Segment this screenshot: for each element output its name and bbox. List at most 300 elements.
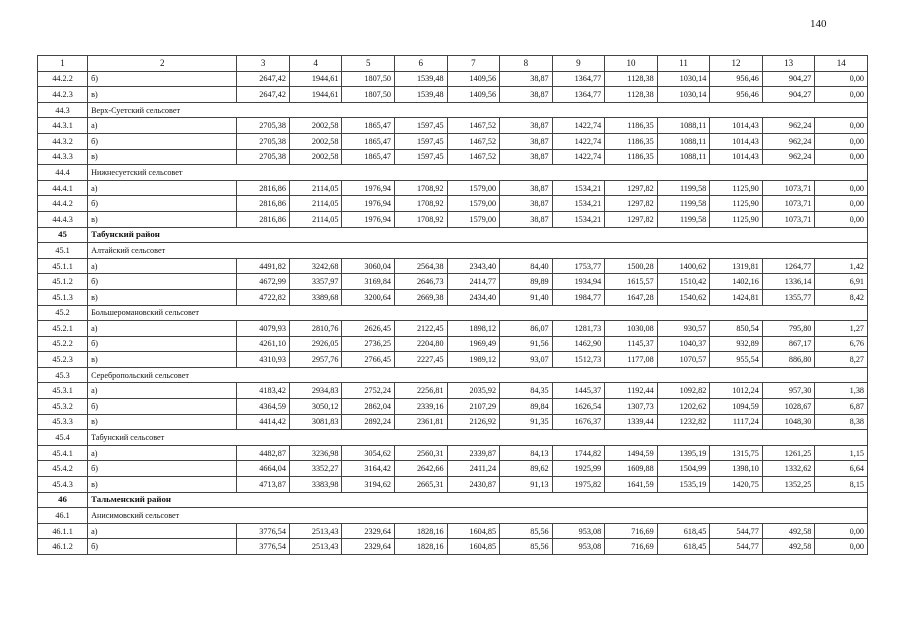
value-cell: 2002,58 [289,118,342,134]
table-row [38,523,868,539]
value-cell: 1040,37 [657,336,710,352]
value-cell: 716,69 [605,523,658,539]
value-cell: 2411,24 [447,461,500,477]
value-cell: 38,87 [500,71,553,87]
value-cell: 1989,12 [447,352,500,368]
table-row [38,414,868,430]
value-cell: 1944,61 [289,71,342,87]
row-label: б) [88,196,237,212]
row-code: 45.1.1 [38,258,88,274]
value-cell: 2816,86 [237,196,290,212]
value-cell: 1422,74 [552,133,605,149]
value-cell: 3383,98 [289,477,342,493]
value-cell: 84,35 [500,383,553,399]
value-cell: 4414,42 [237,414,290,430]
value-cell: 2705,38 [237,118,290,134]
value-cell: 4664,04 [237,461,290,477]
value-cell: 2736,25 [342,336,395,352]
value-cell: 1539,48 [395,87,448,103]
column-header: 10 [605,56,658,72]
value-cell: 1494,59 [605,445,658,461]
value-cell: 618,45 [657,523,710,539]
value-cell: 2204,80 [395,336,448,352]
section-row [38,430,868,446]
value-cell: 2339,16 [395,399,448,415]
page-number: 140 [810,18,827,30]
table-row [38,211,868,227]
row-label: а) [88,445,237,461]
value-cell: 0,00 [815,87,868,103]
value-cell: 6,76 [815,336,868,352]
value-cell: 1445,37 [552,383,605,399]
value-cell: 1597,45 [395,118,448,134]
value-cell: 1125,90 [710,211,763,227]
value-cell: 2513,43 [289,523,342,539]
row-code: 44.2.3 [38,87,88,103]
value-cell: 1088,11 [657,149,710,165]
value-cell: 4364,59 [237,399,290,415]
value-cell: 0,00 [815,196,868,212]
value-cell: 1297,82 [605,211,658,227]
value-cell: 1297,82 [605,180,658,196]
value-cell: 1,38 [815,383,868,399]
value-cell: 2665,31 [395,477,448,493]
value-cell: 4482,87 [237,445,290,461]
row-code: 45.2.1 [38,321,88,337]
value-cell: 2114,05 [289,211,342,227]
value-cell: 1297,82 [605,196,658,212]
row-label: в) [88,289,237,305]
column-header: 2 [88,56,237,72]
value-cell: 2329,64 [342,539,395,555]
value-cell: 4491,82 [237,258,290,274]
value-cell: 8,38 [815,414,868,430]
section-row [38,165,868,181]
value-cell: 1128,38 [605,71,658,87]
value-cell: 3389,68 [289,289,342,305]
value-cell: 1609,88 [605,461,658,477]
value-cell: 85,56 [500,539,553,555]
column-header: 1 [38,56,88,72]
value-cell: 1676,37 [552,414,605,430]
value-cell: 2642,66 [395,461,448,477]
row-label: б) [88,539,237,555]
table-body [38,71,868,554]
value-cell: 492,58 [762,539,815,555]
value-cell: 850,54 [710,321,763,337]
value-cell: 1014,43 [710,149,763,165]
value-cell: 1753,77 [552,258,605,274]
value-cell: 795,80 [762,321,815,337]
row-code: 46.1 [38,508,88,524]
value-cell: 1092,82 [657,383,710,399]
section-row [38,508,868,524]
value-cell: 2560,31 [395,445,448,461]
value-cell: 1030,08 [605,321,658,337]
value-cell: 1315,75 [710,445,763,461]
value-cell: 1865,47 [342,133,395,149]
value-cell: 2227,45 [395,352,448,368]
value-cell: 1186,35 [605,118,658,134]
row-label: Анисимовский сельсовет [88,508,868,524]
row-label: б) [88,133,237,149]
value-cell: 1424,81 [710,289,763,305]
value-cell: 1192,44 [605,383,658,399]
value-cell: 2329,64 [342,523,395,539]
value-cell: 1094,59 [710,399,763,415]
section-row [38,243,868,259]
value-cell: 2816,86 [237,211,290,227]
value-cell: 1422,74 [552,118,605,134]
row-label: а) [88,321,237,337]
row-code: 45.2.3 [38,352,88,368]
table-row [38,461,868,477]
value-cell: 1073,71 [762,196,815,212]
table-row [38,445,868,461]
value-cell: 0,00 [815,118,868,134]
value-cell: 0,00 [815,523,868,539]
value-cell: 1186,35 [605,133,658,149]
value-cell: 1145,37 [605,336,658,352]
value-cell: 3357,97 [289,274,342,290]
value-cell: 2705,38 [237,133,290,149]
row-code: 45.2 [38,305,88,321]
value-cell: 3081,83 [289,414,342,430]
value-cell: 85,56 [500,523,553,539]
row-code: 45.4 [38,430,88,446]
value-cell: 1984,77 [552,289,605,305]
value-cell: 1364,77 [552,87,605,103]
value-cell: 1,27 [815,321,868,337]
value-cell: 1604,85 [447,523,500,539]
value-cell: 2926,05 [289,336,342,352]
value-cell: 3169,84 [342,274,395,290]
value-cell: 2126,92 [447,414,500,430]
value-cell: 1422,74 [552,149,605,165]
value-cell: 618,45 [657,539,710,555]
value-cell: 1398,10 [710,461,763,477]
value-cell: 1708,92 [395,180,448,196]
value-cell: 1420,75 [710,477,763,493]
row-code: 45.3 [38,367,88,383]
value-cell: 2957,76 [289,352,342,368]
value-cell: 1462,90 [552,336,605,352]
value-cell: 867,17 [762,336,815,352]
value-cell: 1319,81 [710,258,763,274]
column-header: 12 [710,56,763,72]
value-cell: 1944,61 [289,87,342,103]
value-cell: 8,15 [815,477,868,493]
value-cell: 89,89 [500,274,553,290]
value-cell: 955,54 [710,352,763,368]
value-cell: 1339,44 [605,414,658,430]
value-cell: 4261,10 [237,336,290,352]
value-cell: 2513,43 [289,539,342,555]
value-cell: 1969,49 [447,336,500,352]
value-cell: 38,87 [500,87,553,103]
value-cell: 1535,19 [657,477,710,493]
value-cell: 1934,94 [552,274,605,290]
value-cell: 3352,27 [289,461,342,477]
row-code: 46 [38,492,88,508]
column-header: 14 [815,56,868,72]
district-row [38,492,868,508]
value-cell: 1615,57 [605,274,658,290]
table-row [38,539,868,555]
value-cell: 0,00 [815,211,868,227]
table-row [38,274,868,290]
table-row [38,180,868,196]
value-cell: 1579,00 [447,196,500,212]
value-cell: 1976,94 [342,180,395,196]
value-cell: 1540,62 [657,289,710,305]
row-code: 45.1.3 [38,289,88,305]
row-code: 45.4.3 [38,477,88,493]
row-label: в) [88,211,237,227]
value-cell: 38,87 [500,211,553,227]
value-cell: 3050,12 [289,399,342,415]
table-row [38,87,868,103]
value-cell: 4713,87 [237,477,290,493]
value-cell: 904,27 [762,87,815,103]
value-cell: 1177,08 [605,352,658,368]
value-cell: 0,00 [815,71,868,87]
table-row [38,149,868,165]
value-cell: 1467,52 [447,118,500,134]
row-label: б) [88,274,237,290]
value-cell: 1500,28 [605,258,658,274]
value-cell: 2339,87 [447,445,500,461]
value-cell: 2892,24 [342,414,395,430]
value-cell: 2114,05 [289,180,342,196]
value-cell: 3164,42 [342,461,395,477]
value-cell: 4310,93 [237,352,290,368]
value-cell: 2343,40 [447,258,500,274]
value-cell: 1030,14 [657,87,710,103]
value-cell: 1807,50 [342,87,395,103]
value-cell: 1281,73 [552,321,605,337]
value-cell: 1048,30 [762,414,815,430]
tariff-table [37,55,868,555]
value-cell: 2647,42 [237,87,290,103]
value-cell: 6,64 [815,461,868,477]
row-code: 45.4.1 [38,445,88,461]
value-cell: 2647,42 [237,71,290,87]
value-cell: 93,07 [500,352,553,368]
row-label: Нижнесуетский сельсовет [88,165,868,181]
value-cell: 4722,82 [237,289,290,305]
value-cell: 1364,77 [552,71,605,87]
value-cell: 1352,25 [762,477,815,493]
table-row [38,336,868,352]
value-cell: 2669,38 [395,289,448,305]
row-label: в) [88,414,237,430]
value-cell: 1332,62 [762,461,815,477]
row-code: 46.1.2 [38,539,88,555]
row-label: Тальменский район [88,492,868,508]
value-cell: 1073,71 [762,211,815,227]
value-cell: 1828,16 [395,539,448,555]
value-cell: 0,00 [815,180,868,196]
value-cell: 38,87 [500,180,553,196]
value-cell: 4672,99 [237,274,290,290]
row-label: а) [88,523,237,539]
row-label: Алтайский сельсовет [88,243,868,259]
value-cell: 1512,73 [552,352,605,368]
value-cell: 2564,38 [395,258,448,274]
value-cell: 1307,73 [605,399,658,415]
value-cell: 1199,58 [657,196,710,212]
value-cell: 4183,42 [237,383,290,399]
column-header: 9 [552,56,605,72]
value-cell: 1088,11 [657,133,710,149]
value-cell: 91,13 [500,477,553,493]
value-cell: 962,24 [762,149,815,165]
section-row [38,305,868,321]
value-cell: 8,42 [815,289,868,305]
row-label: Табунский район [88,227,868,243]
value-cell: 956,46 [710,71,763,87]
value-cell: 8,27 [815,352,868,368]
value-cell: 1012,24 [710,383,763,399]
row-label: б) [88,399,237,415]
row-label: б) [88,461,237,477]
column-header: 6 [395,56,448,72]
value-cell: 3776,54 [237,539,290,555]
value-cell: 1534,21 [552,180,605,196]
value-cell: 1395,19 [657,445,710,461]
row-label: а) [88,118,237,134]
value-cell: 1409,56 [447,87,500,103]
value-cell: 1647,28 [605,289,658,305]
value-cell: 1925,99 [552,461,605,477]
table-row [38,477,868,493]
value-cell: 1534,21 [552,196,605,212]
row-label: Большеромановский сельсовет [88,305,868,321]
value-cell: 1865,47 [342,149,395,165]
value-cell: 1400,62 [657,258,710,274]
value-cell: 1604,85 [447,539,500,555]
value-cell: 2002,58 [289,133,342,149]
value-cell: 1117,24 [710,414,763,430]
value-cell: 38,87 [500,118,553,134]
column-header: 5 [342,56,395,72]
row-code: 45.3.1 [38,383,88,399]
row-label: а) [88,383,237,399]
value-cell: 1073,71 [762,180,815,196]
value-cell: 957,30 [762,383,815,399]
table-row [38,258,868,274]
value-cell: 1467,52 [447,133,500,149]
value-cell: 492,58 [762,523,815,539]
section-row [38,367,868,383]
value-cell: 84,13 [500,445,553,461]
value-cell: 0,00 [815,149,868,165]
table-row [38,399,868,415]
value-cell: 2256,81 [395,383,448,399]
column-header: 7 [447,56,500,72]
table-row [38,383,868,399]
value-cell: 1,42 [815,258,868,274]
value-cell: 1807,50 [342,71,395,87]
value-cell: 1261,25 [762,445,815,461]
value-cell: 6,87 [815,399,868,415]
value-cell: 3060,04 [342,258,395,274]
value-cell: 86,07 [500,321,553,337]
value-cell: 2114,05 [289,196,342,212]
value-cell: 1597,45 [395,133,448,149]
row-code: 44.3.3 [38,149,88,165]
value-cell: 2862,04 [342,399,395,415]
value-cell: 1579,00 [447,211,500,227]
value-cell: 886,80 [762,352,815,368]
value-cell: 1409,56 [447,71,500,87]
value-cell: 84,40 [500,258,553,274]
value-cell: 3236,98 [289,445,342,461]
value-cell: 932,89 [710,336,763,352]
table-row [38,289,868,305]
value-cell: 1898,12 [447,321,500,337]
row-code: 44.3.2 [38,133,88,149]
value-cell: 962,24 [762,133,815,149]
row-code: 45.1 [38,243,88,259]
value-cell: 1626,54 [552,399,605,415]
value-cell: 1028,67 [762,399,815,415]
value-cell: 2434,40 [447,289,500,305]
row-code: 45 [38,227,88,243]
value-cell: 2430,87 [447,477,500,493]
value-cell: 1641,59 [605,477,658,493]
row-code: 45.3.3 [38,414,88,430]
value-cell: 1579,00 [447,180,500,196]
row-code: 44.4.1 [38,180,88,196]
value-cell: 2626,45 [342,321,395,337]
row-code: 44.2.2 [38,71,88,87]
row-code: 44.4.2 [38,196,88,212]
value-cell: 2122,45 [395,321,448,337]
value-cell: 1355,77 [762,289,815,305]
table-row [38,71,868,87]
row-label: а) [88,180,237,196]
row-label: Серебропольский сельсовет [88,367,868,383]
value-cell: 953,08 [552,523,605,539]
value-cell: 2361,81 [395,414,448,430]
value-cell: 1597,45 [395,149,448,165]
value-cell: 6,91 [815,274,868,290]
value-cell: 1264,77 [762,258,815,274]
column-header: 11 [657,56,710,72]
row-code: 44.4.3 [38,211,88,227]
column-header: 4 [289,56,342,72]
value-cell: 1534,21 [552,211,605,227]
value-cell: 1539,48 [395,71,448,87]
value-cell: 1976,94 [342,211,395,227]
value-cell: 1232,82 [657,414,710,430]
value-cell: 1125,90 [710,180,763,196]
value-cell: 2752,24 [342,383,395,399]
value-cell: 1014,43 [710,133,763,149]
row-label: в) [88,149,237,165]
value-cell: 3054,62 [342,445,395,461]
value-cell: 1828,16 [395,523,448,539]
row-code: 46.1.1 [38,523,88,539]
value-cell: 1,15 [815,445,868,461]
value-cell: 0,00 [815,539,868,555]
value-cell: 0,00 [815,133,868,149]
value-cell: 89,84 [500,399,553,415]
value-cell: 1865,47 [342,118,395,134]
value-cell: 38,87 [500,133,553,149]
